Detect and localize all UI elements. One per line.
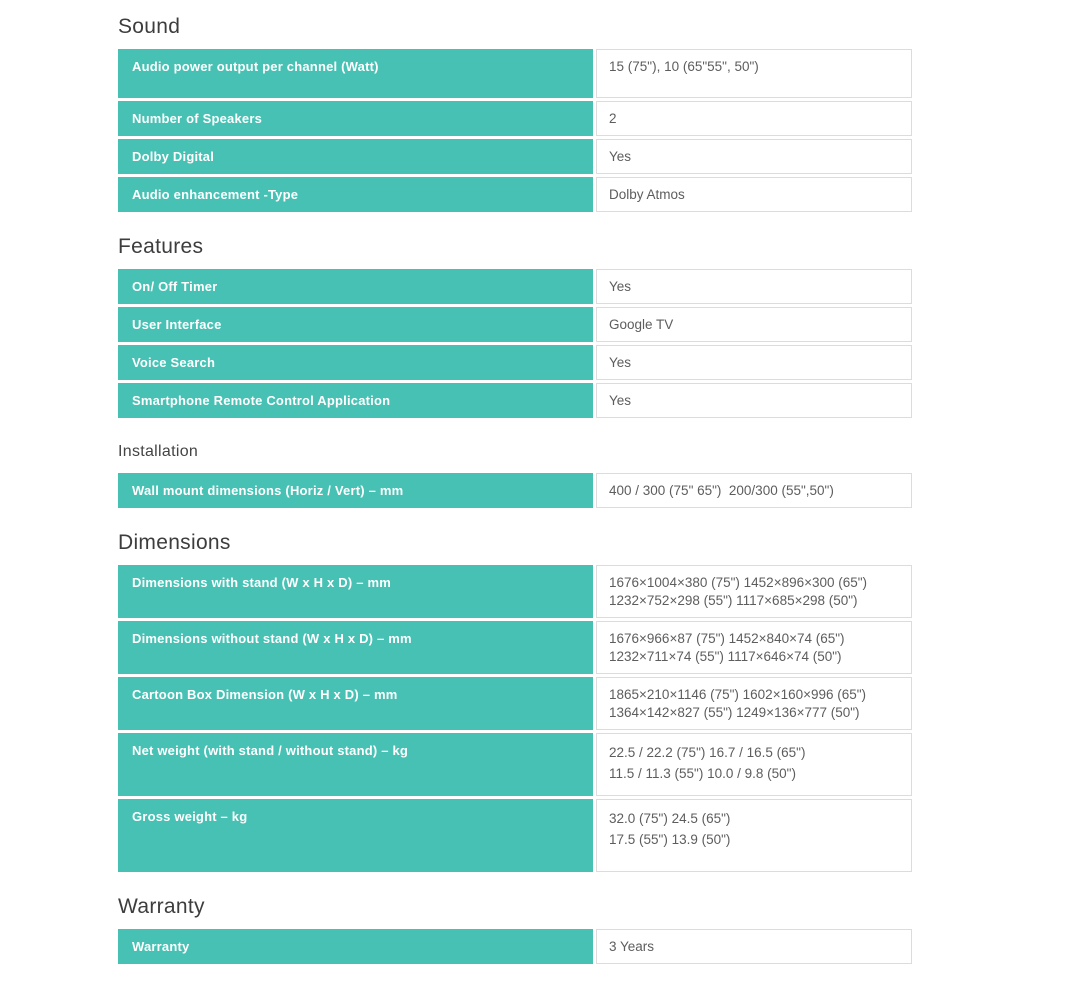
spec-row	[118, 269, 912, 304]
spec-value-line: 1676×966×87 (75") 1452×840×74 (65")	[609, 631, 845, 646]
spec-value-line: 17.5 (55") 13.9 (50")	[609, 832, 731, 847]
section-sound	[118, 14, 912, 212]
spec-value-line: Yes	[609, 355, 632, 370]
spec-row	[118, 383, 912, 418]
spec-value-line: 15 (75"), 10 (65"55", 50")	[609, 59, 759, 74]
spec-value	[596, 101, 912, 136]
spec-value-line: 1364×142×827 (55") 1249×136×777 (50")	[609, 705, 860, 720]
spec-value-line: Yes	[609, 393, 632, 408]
spec-value-line: 1676×1004×380 (75") 1452×896×300 (65")	[609, 575, 868, 590]
section-heading-features: Features	[118, 235, 204, 258]
spec-value-line: 22.5 / 22.2 (75") 16.7 / 16.5 (65")	[609, 745, 806, 760]
spec-value	[596, 383, 912, 418]
section-installation	[118, 440, 912, 508]
spec-value	[596, 929, 912, 964]
spec-value-line: Yes	[609, 279, 632, 294]
section-heading-dimensions: Dimensions	[118, 531, 231, 554]
spec-row	[118, 177, 912, 212]
spec-value-line: Dolby Atmos	[609, 187, 685, 202]
spec-row	[118, 929, 912, 964]
spec-row	[118, 799, 912, 872]
spec-label: Dimensions with stand (W x H x D) – mm	[118, 565, 593, 618]
spec-value	[596, 139, 912, 174]
spec-value-line: 2	[609, 111, 617, 126]
spec-label: Number of Speakers	[118, 101, 593, 136]
spec-label: Voice Search	[118, 345, 593, 380]
section-heading-warranty: Warranty	[118, 895, 205, 918]
spec-label: Gross weight – kg	[118, 799, 593, 872]
spec-value	[596, 269, 912, 304]
spec-value	[596, 177, 912, 212]
spec-label: Audio power output per channel (Watt)	[118, 49, 593, 98]
spec-row	[118, 621, 912, 674]
spec-table	[118, 14, 912, 964]
spec-value	[596, 345, 912, 380]
spec-row	[118, 473, 912, 508]
spec-label: Smartphone Remote Control Application	[118, 383, 593, 418]
spec-row	[118, 101, 912, 136]
spec-value	[596, 307, 912, 342]
spec-label: User Interface	[118, 307, 593, 342]
spec-value	[596, 733, 912, 796]
spec-label: Warranty	[118, 929, 593, 964]
spec-value-line: 32.0 (75") 24.5 (65")	[609, 811, 731, 826]
spec-row	[118, 139, 912, 174]
section-dimensions	[118, 530, 912, 872]
spec-label: Net weight (with stand / without stand) – kg	[118, 733, 593, 796]
spec-value	[596, 49, 912, 98]
spec-value	[596, 799, 912, 872]
spec-row	[118, 345, 912, 380]
spec-value-line: 3 Years	[609, 939, 655, 954]
spec-label: On/ Off Timer	[118, 269, 593, 304]
spec-value	[596, 473, 912, 508]
spec-value	[596, 621, 912, 674]
spec-value-line: 1865×210×1146 (75") 1602×160×996 (65")	[609, 687, 867, 702]
spec-label: Cartoon Box Dimension (W x H x D) – mm	[118, 677, 593, 730]
spec-row	[118, 565, 912, 618]
spec-row	[118, 49, 912, 98]
section-heading-sound: Sound	[118, 15, 181, 38]
spec-row	[118, 307, 912, 342]
spec-value	[596, 677, 912, 730]
spec-label: Dolby Digital	[118, 139, 593, 174]
spec-value-line: 11.5 / 11.3 (55") 10.0 / 9.8 (50")	[609, 766, 796, 781]
spec-label: Wall mount dimensions (Horiz / Vert) – mm	[118, 473, 593, 508]
section-heading-installation: Installation	[118, 443, 199, 460]
spec-value-line: 1232×711×74 (55") 1117×646×74 (50")	[609, 649, 842, 664]
spec-value-line: Google TV	[609, 317, 674, 332]
spec-value-line: Yes	[609, 149, 632, 164]
spec-row	[118, 733, 912, 796]
spec-value-line: 1232×752×298 (55") 1117×685×298 (50")	[609, 593, 858, 608]
spec-value-line: 400 / 300 (75" 65") 200/300 (55",50")	[609, 483, 834, 498]
section-features	[118, 234, 912, 418]
spec-row	[118, 677, 912, 730]
spec-label: Audio enhancement -Type	[118, 177, 593, 212]
spec-value	[596, 565, 912, 618]
spec-label: Dimensions without stand (W x H x D) – mm	[118, 621, 593, 674]
section-warranty	[118, 894, 912, 964]
